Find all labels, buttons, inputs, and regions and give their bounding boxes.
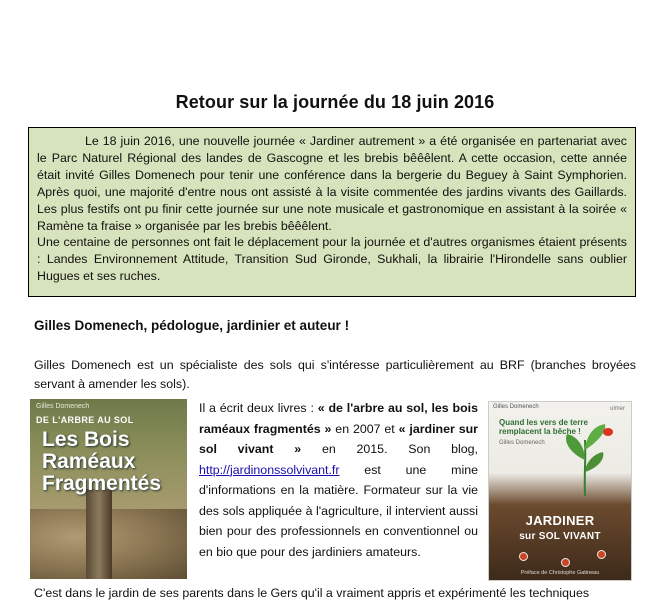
book-title-1: « de l'arbre au sol, les bois raméaux fragmentés » xyxy=(199,401,479,436)
soil-creature-icon xyxy=(561,558,570,567)
book-cover-bois-rameaux xyxy=(30,399,187,579)
cover-series-line: DE L'ARBRE AU SOL xyxy=(36,415,134,425)
cover-brand: Gilles Domenech xyxy=(493,404,539,410)
soil-creature-icon xyxy=(519,552,528,561)
section-heading: Gilles Domenech, pédologue, jardinier et auteur ! xyxy=(34,318,350,333)
cover-author: Gilles Domenech xyxy=(499,440,545,446)
blog-link[interactable]: http://jardinonssolvivant.fr xyxy=(199,462,340,477)
books-text-4: est une mine d'informations en la matière. Formateur sur la vie des sols appliquée à l'agriculture, il intervient aussi bien pour des professionnels en conventionnel ou en bio que pour des jardiniers amateurs. xyxy=(199,462,478,559)
summary-box xyxy=(28,127,636,297)
cover-title xyxy=(42,429,161,495)
cover-title xyxy=(489,514,631,544)
cover-title-line-3: Fragmentés xyxy=(42,472,162,495)
books-paragraph xyxy=(199,398,478,562)
summary-paragraph-1: Le 18 juin 2016, une nouvelle journée « Jardiner autrement » a été organisée en partenariat avec le Parc Naturel Régional des landes de Gascogne et les brebis bêêêlent. A cette occasion, cette année était invité Gilles Domenech pour tenir une conférence dans la bergerie du Beguey à Saint Symphorien. Après quoi, une majorité d'entre nous ont assisté à la visite commentée des jardins vivants des Gaillards. Les plus festifs ont pu finir cette journée sur une note musicale et gastronomique en assistant à la soirée « Ramène ta fraise » organisée par les brebis bêêêlent. xyxy=(37,134,627,233)
book-title-2: « jardiner sur sol vivant » xyxy=(199,421,479,456)
summary-paragraph-2: Une centaine de personnes ont fait le déplacement pour la journée et d'autres organismes étaient présents : Landes Environnement Attitude, Transition Sud Gironde, Sukhali, la librairie l'Hirondelle sans oublier Hugues et ses ruches. xyxy=(37,235,627,284)
cover-author: Gilles Domenech xyxy=(36,403,90,410)
cover-title-line-2: Raméaux xyxy=(42,450,136,473)
cover-tagline: Quand les vers de terre remplacent la bêche ! xyxy=(499,418,588,436)
book-cover-jardiner-sol-vivant xyxy=(488,401,632,581)
cover-tree-trunk xyxy=(86,489,112,579)
cover-title-line-1: Les Bois xyxy=(42,428,130,451)
books-text-3: en 2015. Son blog, xyxy=(301,442,478,456)
intro-paragraph: Gilles Domenech est un spécialiste des sols qui s'intéresse particulièrement au BRF (branches broyées servant à amender les sols). xyxy=(34,358,636,391)
cover-publisher: ulmer xyxy=(609,406,625,412)
ladybug-icon xyxy=(603,428,613,436)
books-text-2: en 2007 et xyxy=(331,421,399,436)
bottom-paragraph: C'est dans le jardin de ses parents dans le Gers qu'il a vraiment appris et expérimenté les techniques xyxy=(34,586,590,600)
cover-footer: Préface de Christophe Gatineau xyxy=(520,570,600,576)
soil-creature-icon xyxy=(597,550,606,559)
cover-title-line-1: JARDINER xyxy=(525,513,595,528)
page-title: Retour sur la journée du 18 juin 2016 xyxy=(175,92,495,112)
books-text-1: Il a écrit deux livres : xyxy=(199,401,318,415)
cover-title-line-2: sur SOL VIVANT xyxy=(519,531,601,542)
